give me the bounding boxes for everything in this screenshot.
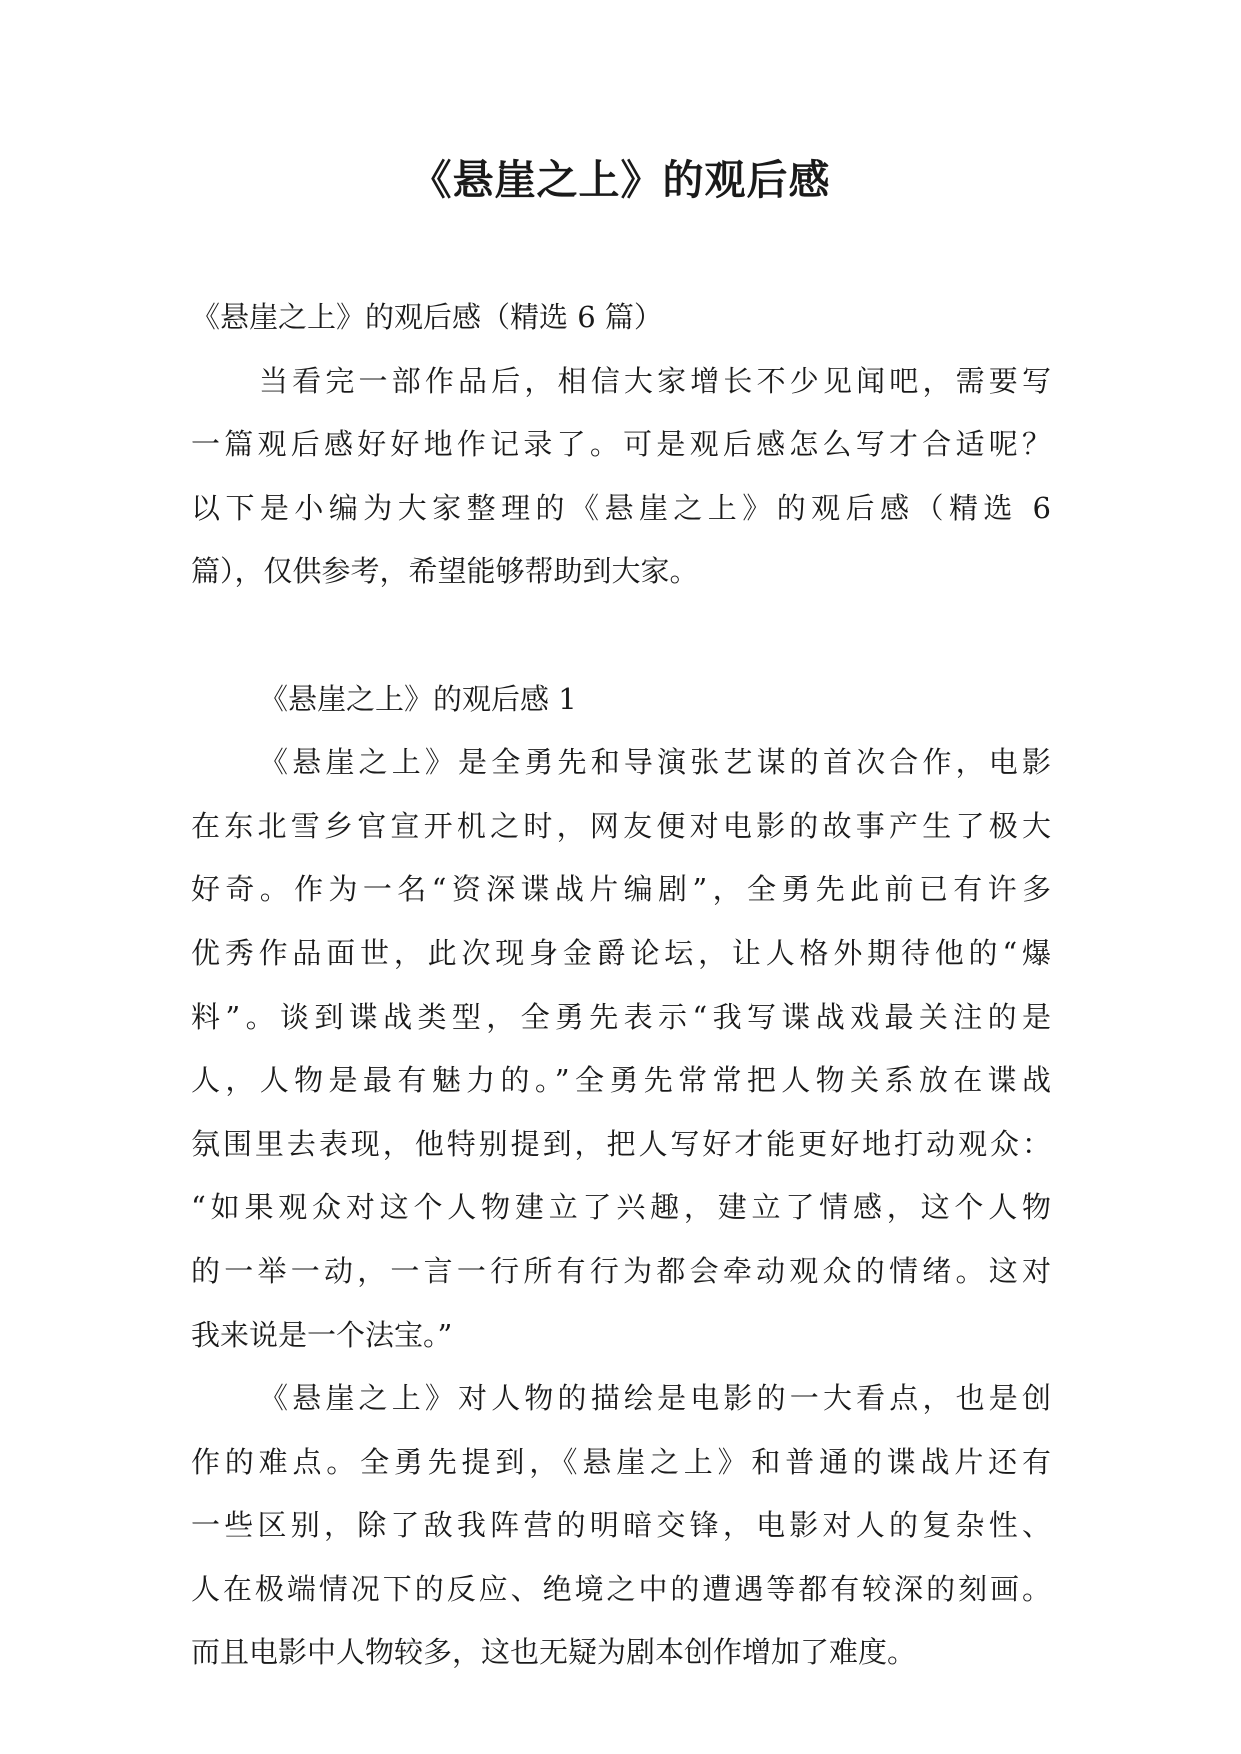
paragraph-line: “如果观众对这个人物建立了兴趣，建立了情感，这个人物 xyxy=(191,1190,1051,1225)
document-body xyxy=(191,286,1051,1685)
paragraph-line: 作的难点。全勇先提到，《悬崖之上》和普通的谍战片还有 xyxy=(191,1444,1051,1479)
paragraph-line: 《悬崖之上》对人物的描绘是电影的一大看点，也是创 xyxy=(259,1381,1051,1416)
paragraph-line: 优秀作品面世，此次现身金爵论坛，让人格外期待他的“爆 xyxy=(191,935,1051,970)
section-heading: 《悬崖之上》的观后感 1 xyxy=(259,681,577,716)
subtitle-line: 《悬崖之上》的观后感（精选 6 篇） xyxy=(191,300,663,334)
intro-line: 以下是小编为大家整理的《悬崖之上》的观后感（精选 6 xyxy=(191,490,1051,525)
paragraph-gap xyxy=(191,604,1051,668)
paragraph-line: 一些区别，除了敌我阵营的明暗交锋，电影对人的复杂性、 xyxy=(191,1508,1051,1543)
paragraph-line: 人在极端情况下的反应、绝境之中的遭遇等都有较深的刻画。 xyxy=(191,1571,1051,1606)
intro-line: 当看完一部作品后，相信大家增长不少见闻吧，需要写 xyxy=(259,363,1051,398)
paragraph-line: 而且电影中人物较多，这也无疑为剧本创作增加了难度。 xyxy=(191,1635,917,1670)
intro-line: 一篇观后感好好地作记录了。可是观后感怎么写才合适呢？ xyxy=(191,427,1051,462)
paragraph-line: 氛围里去表现，他特别提到，把人写好才能更好地打动观众： xyxy=(191,1126,1051,1161)
paragraph-line: 的一举一动，一言一行所有行为都会牵动观众的情绪。这对 xyxy=(191,1253,1051,1288)
paragraph-line: 我来说是一个法宝。” xyxy=(191,1317,453,1352)
paragraph-line: 《悬崖之上》是全勇先和导演张艺谋的首次合作，电影 xyxy=(259,745,1051,780)
paragraph-line: 好奇。作为一名“资深谍战片编剧”，全勇先此前已有许多 xyxy=(191,872,1051,907)
paragraph-line: 人，人物是最有魅力的。”全勇先常常把人物关系放在谍战 xyxy=(191,1063,1051,1098)
paragraph-line: 料”。谈到谍战类型，全勇先表示“我写谍战戏最关注的是 xyxy=(191,999,1051,1034)
intro-line: 篇），仅供参考，希望能够帮助到大家。 xyxy=(191,554,699,589)
document-title: 《悬崖之上》的观后感 xyxy=(410,156,831,204)
paragraph-line: 在东北雪乡官宣开机之时，网友便对电影的故事产生了极大 xyxy=(191,808,1051,843)
